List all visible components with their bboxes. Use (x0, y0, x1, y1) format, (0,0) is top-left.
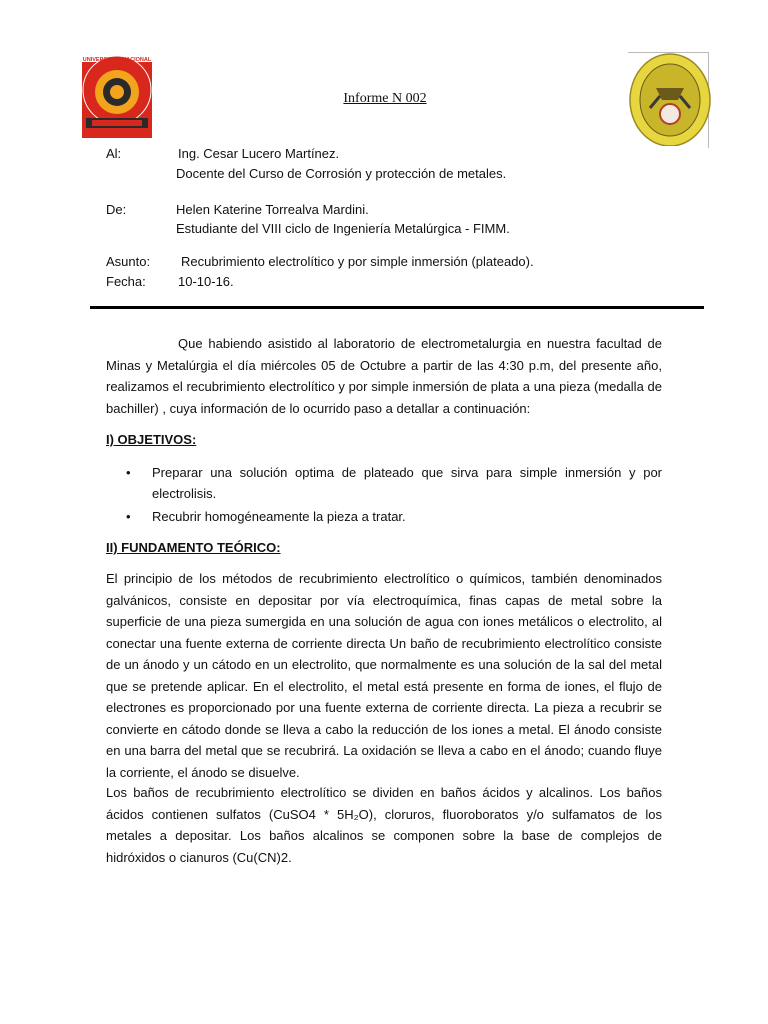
al-role: Docente del Curso de Corrosión y protección de metales. (176, 166, 507, 181)
asunto-label: Asunto: (106, 254, 151, 269)
fundamento-paragraph-1: El principio de los métodos de recubrimiento electrolítico o químicos, también denominados galvánicos, consiste en depositar por vía electroquímica, finas capas de metal sobre la superficie de una pieza sumergida en una solución de agua con iones metálicos o electrolito, al conectar una fuente externa de corriente directa Un baño de recubrimiento electrolítico consiste de un ánodo y un cátodo en un electrolito, que normalmente es una solución de la sal del metal que se pretende aplicar. En el electrolito, el metal está presente en forma de iones, el flujo de electrones es proporcionado por una fuente externa de corriente directa. La pieza a recubrir se convierte en cátodo donde se lleva a cabo la reducción de los iones a metal. El ánodo consiste en una barra del metal que se recubrirá. La oxidación se lleva a cabo en el ánodo; cuando fluye la corriente, el ánodo se disuelve. (106, 571, 662, 780)
objectives-list (108, 462, 662, 529)
fecha-label: Fecha: (106, 274, 146, 289)
de-name: Helen Katerine Torrealva Mardini. (176, 202, 369, 217)
header-divider (90, 306, 704, 309)
report-title: Informe N 002 (343, 91, 427, 106)
section-objetivos-title: I) OBJETIVOS: (106, 432, 197, 447)
fecha-value: 10-10-16. (178, 274, 234, 289)
university-logo-left (76, 52, 158, 140)
al-name: Ing. Cesar Lucero Martínez. (178, 146, 340, 161)
list-item: • Preparar una solución optima de plateado que sirva para simple inmersión y por electrolisis. (108, 462, 662, 504)
asunto-value: Recubrimiento electrolítico y por simple inmersión (plateado). (181, 254, 534, 269)
svg-text:UNIVERSIDAD NACIONAL: UNIVERSIDAD NACIONAL (82, 57, 152, 63)
section-fundamento-title: II) FUNDAMENTO TEÓRICO: (106, 540, 281, 555)
list-item: • Recubrir homogéneamente la pieza a tratar. (108, 506, 662, 527)
de-label: De: (106, 202, 127, 217)
faculty-logo-right (628, 50, 712, 146)
de-role: Estudiante del VIII ciclo de Ingeniería Metalúrgica - FIMM. (176, 221, 510, 236)
fundamento-paragraph-2: Los baños de recubrimiento electrolítico se dividen en baños ácidos y alcalinos. Los baños ácidos contienen sulfatos (CuSO4 * 5H₂O), cloruros, fluoroboratos y/o sulfamatos de los metales a depositar. Los baños alcalinos se componen sobre la base de complejos de hidróxidos o cianuros (Cu(CN)2. (106, 785, 662, 865)
bullet-icon: • (126, 509, 131, 524)
al-label: Al: (106, 146, 122, 161)
intro-paragraph: Que habiendo asistido al laboratorio de electrometalurgia en nuestra facultad de Minas y Metalúrgia el día miércoles 05 de Octubre a partir de las 4:30 p.m, del presente año, realizamos el recubrimiento electrolítico y por simple inmersión de plata a una pieza (medalla de bachiller) , cuya información de lo ocurrido paso a detallar a continuación: (106, 336, 662, 416)
bullet-icon: • (126, 465, 131, 480)
